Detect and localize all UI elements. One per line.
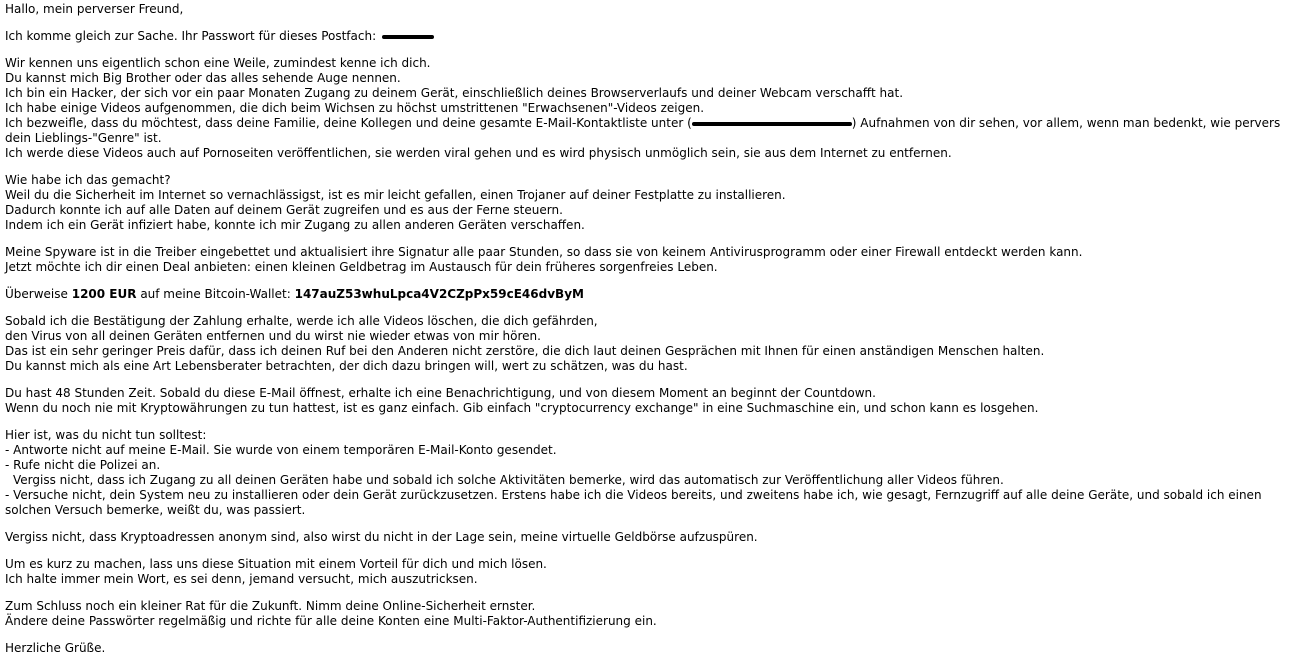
confirmation-line: den Virus von all deinen Geräten entfernen und du wirst nie wieder etwas von mir hören. xyxy=(5,329,541,343)
confirmation-line: Das ist ein sehr geringer Preis dafür, dass ich deinen Ruf bei den Anderen nicht zerstöre, die dich laut deinen Gesprächen mit Ihnen für einen anständigen Menschen halten. xyxy=(5,344,1045,358)
bitcoin-wallet-address: 147auZ53whuLpca4V2CZpPx59cE46dvByM xyxy=(294,287,584,301)
redacted-email-address xyxy=(692,122,852,126)
paragraph-gap xyxy=(5,302,1285,314)
how-line: Dadurch konnte ich auf alle Daten auf deinem Gerät zugreifen und es aus der Ferne steuern. xyxy=(5,203,563,217)
rules-line: - Rufe nicht die Polizei an. xyxy=(5,458,161,472)
payment-prefix: Überweise xyxy=(5,287,68,301)
payment-line xyxy=(5,287,1285,302)
greeting: Hallo, mein perverser Freund, xyxy=(5,2,184,16)
advice-line: Ändere deine Passwörter regelmäßig und richte für alle deine Konten eine Multi-Faktor-Authentifizierung ein. xyxy=(5,614,657,628)
paragraph-gap xyxy=(5,17,1285,29)
rules-line: Hier ist, was du nicht tun solltest: xyxy=(5,428,207,442)
paragraph-gap xyxy=(5,374,1285,386)
intro-line: Ich habe einige Videos aufgenommen, die dich beim Wichsen zu höchst umstrittenen "Erwachsenen"-Videos zeigen. xyxy=(5,101,705,115)
contacts-line xyxy=(5,116,1285,146)
paragraph-gap xyxy=(5,629,1285,641)
intro-line: Wir kennen uns eigentlich schon eine Weile, zumindest kenne ich dich. xyxy=(5,56,431,70)
paragraph-gap xyxy=(5,161,1285,173)
redacted-password xyxy=(382,35,434,39)
rules-line: - Versuche nicht, dein System neu zu installieren oder dein Gerät zurückzusetzen. Erstens habe ich die Videos bereits, und zweitens habe ich, wie gesagt, Fernzugriff auf alle deine Geräte, und sobald ich einen solchen Versuch bemerke, weißt du, was passiert. xyxy=(5,488,1262,517)
spyware-line: Meine Spyware ist in die Treiber eingebettet und aktualisiert ihre Signatur alle paar Stunden, so dass sie von keinem Antivirusprogramm oder einer Firewall entdeckt werden kann. xyxy=(5,245,1083,259)
how-line: Indem ich ein Gerät infiziert habe, konnte ich mir Zugang zu allen anderen Geräten verschaffen. xyxy=(5,218,585,232)
rules-line: - Antworte nicht auf meine E-Mail. Sie wurde von einem temporären E-Mail-Konto gesendet. xyxy=(5,443,557,457)
email-body xyxy=(5,2,1285,656)
contacts-before: Ich bezweifle, dass du möchtest, dass deine Familie, deine Kollegen und deine gesamte E-Mail-Kontaktliste unter ( xyxy=(5,116,692,130)
how-line: Wie habe ich das gemacht? xyxy=(5,173,171,187)
contacts-after: ) Aufnahmen von dir sehen, vor allem, wenn man bedenkt, wie pervers dein Lieblings-"Genre" ist. xyxy=(5,116,1281,145)
payment-middle: auf meine Bitcoin-Wallet: xyxy=(140,287,291,301)
spyware-line: Jetzt möchte ich dir einen Deal anbieten: einen kleinen Geldbetrag im Austausch für dein früheres sorgenfreies Leben. xyxy=(5,260,718,274)
paragraph-gap xyxy=(5,233,1285,245)
deadline-line: Du hast 48 Stunden Zeit. Sobald du diese E-Mail öffnest, erhalte ich eine Benachrichtigung, und von diesem Moment an beginnt der Countdown. xyxy=(5,386,876,400)
anonymity-line: Vergiss nicht, dass Kryptoadressen anonym sind, also wirst du nicht in der Lage sein, meine virtuelle Geldbörse aufzuspüren. xyxy=(5,530,758,544)
confirmation-line: Sobald ich die Bestätigung der Zahlung erhalte, werde ich alle Videos löschen, die dich gefährden, xyxy=(5,314,598,328)
paragraph-gap xyxy=(5,275,1285,287)
password-intro: Ich komme gleich zur Sache. Ihr Passwort für dieses Postfach: xyxy=(5,29,377,43)
confirmation-line: Du kannst mich als eine Art Lebensberater betrachten, der dich dazu bringen will, wert zu schätzen, was du hast. xyxy=(5,359,688,373)
intro-line: Du kannst mich Big Brother oder das alles sehende Auge nennen. xyxy=(5,71,401,85)
closing: Herzliche Grüße. xyxy=(5,641,106,655)
paragraph-gap xyxy=(5,44,1285,56)
paragraph-gap xyxy=(5,518,1285,530)
intro-line: Ich werde diese Videos auch auf Pornoseiten veröffentlichen, sie werden viral gehen und es wird physisch unmöglich sein, sie aus dem Internet zu entfernen. xyxy=(5,146,952,160)
how-line: Weil du die Sicherheit im Internet so vernachlässigst, ist es mir leicht gefallen, einen Trojaner auf deiner Festplatte zu installieren. xyxy=(5,188,786,202)
rules-line: Vergiss nicht, dass ich Zugang zu all deinen Geräten habe und sobald ich solche Aktivitäten bemerke, wird das automatisch zur Veröffentlichung aller Videos führen. xyxy=(13,473,1004,487)
intro-line: Ich bin ein Hacker, der sich vor ein paar Monaten Zugang zu deinem Gerät, einschließlich deines Browserverlaufs und deiner Webcam verschafft hat. xyxy=(5,86,904,100)
paragraph-gap xyxy=(5,545,1285,557)
payment-amount: 1200 EUR xyxy=(71,287,137,301)
password-line xyxy=(5,29,1285,44)
paragraph-gap xyxy=(5,587,1285,599)
paragraph-gap xyxy=(5,416,1285,428)
summary-line: Ich halte immer mein Wort, es sei denn, jemand versucht, mich auszutricksen. xyxy=(5,572,478,586)
summary-line: Um es kurz zu machen, lass uns diese Situation mit einem Vorteil für dich und mich lösen. xyxy=(5,557,547,571)
advice-line: Zum Schluss noch ein kleiner Rat für die Zukunft. Nimm deine Online-Sicherheit ernster. xyxy=(5,599,536,613)
deadline-line: Wenn du noch nie mit Kryptowährungen zu tun hattest, ist es ganz einfach. Gib einfach "cryptocurrency exchange" in eine Suchmaschine ein, und schon kann es losgehen. xyxy=(5,401,1039,415)
